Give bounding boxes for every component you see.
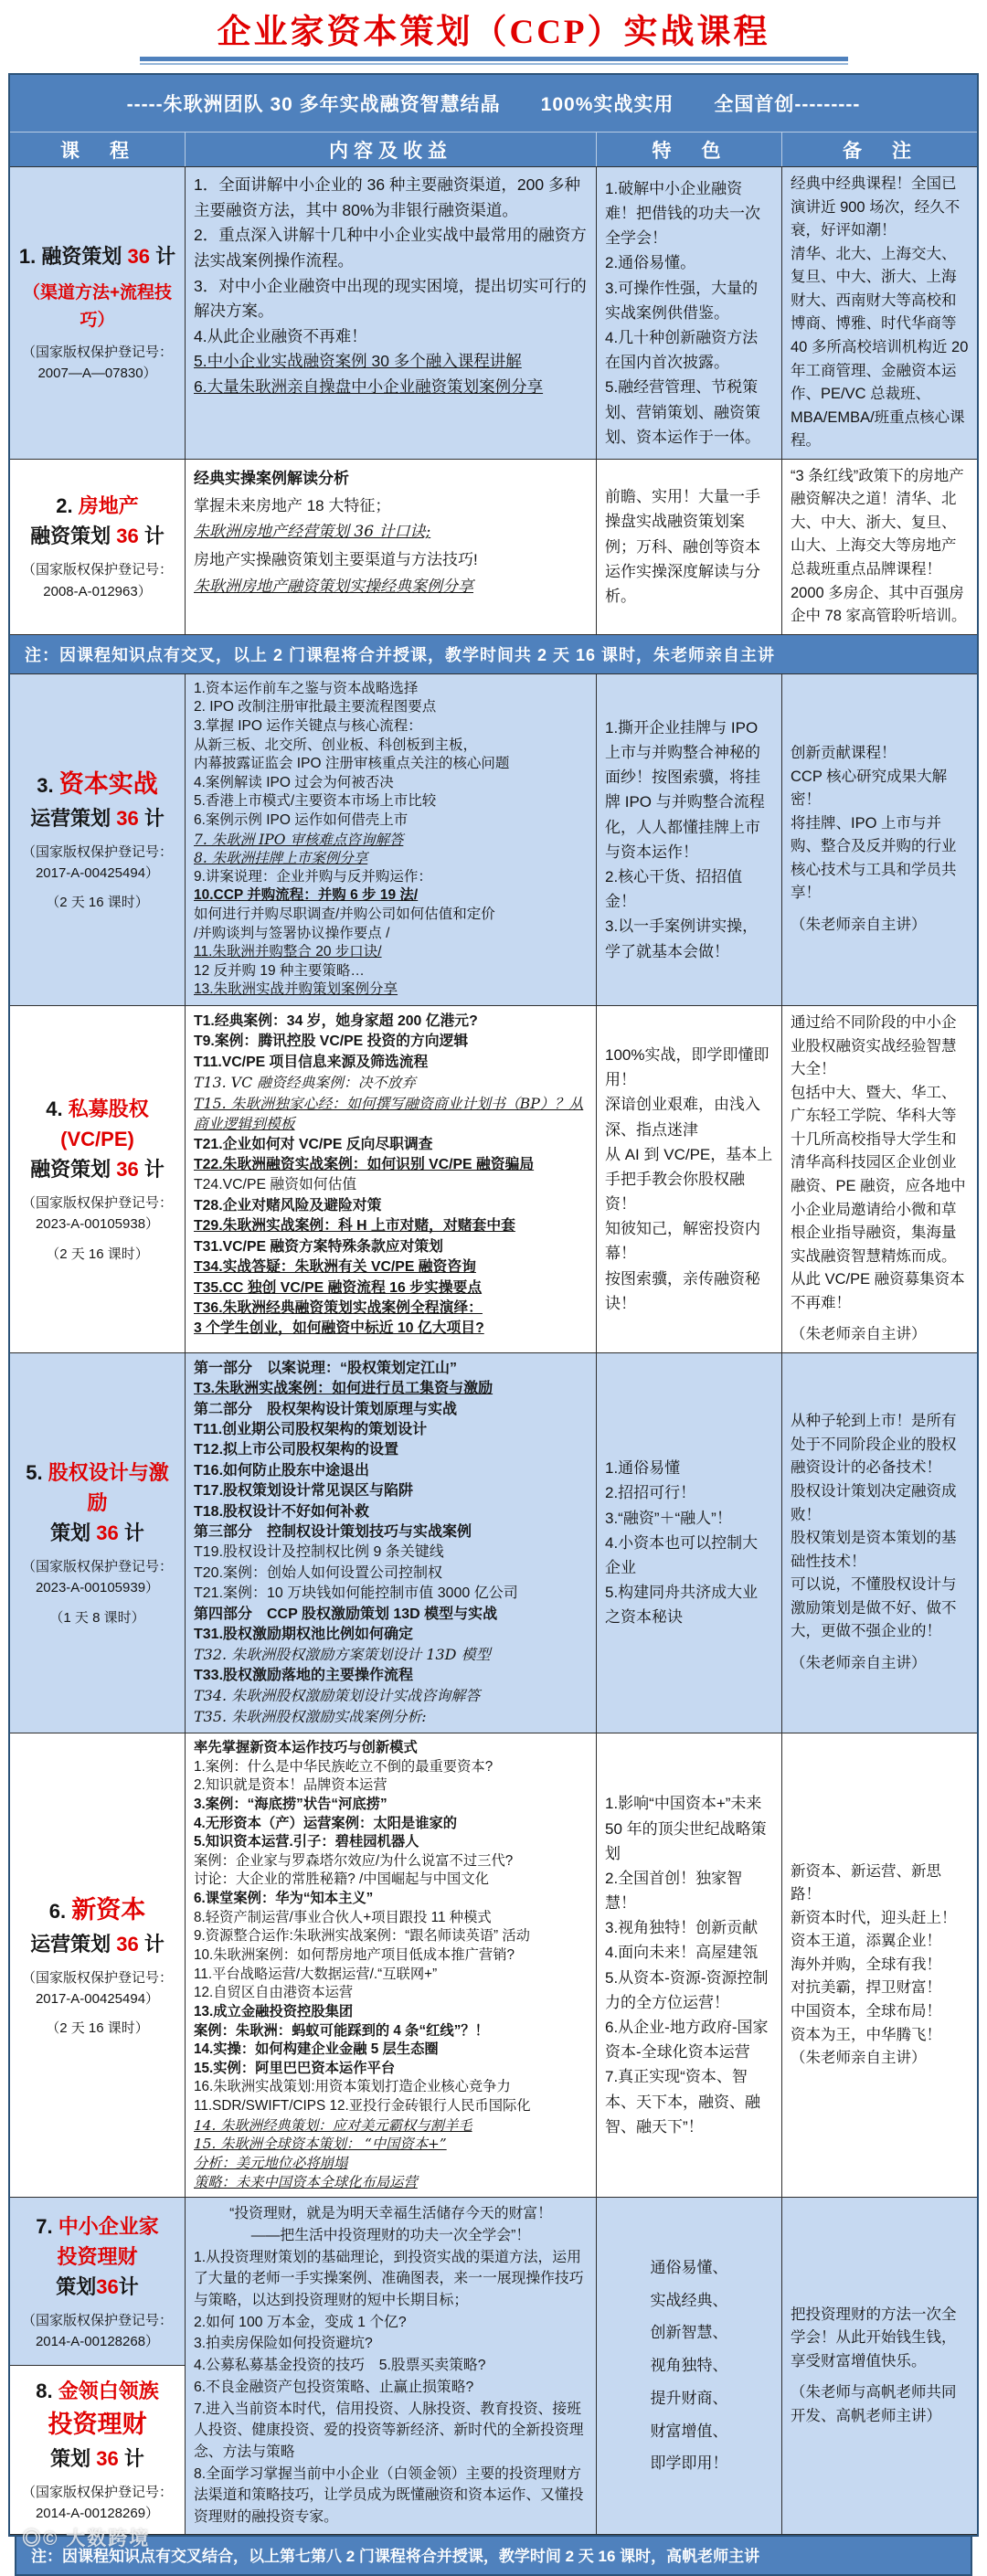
text-line: 4.无形资本（产）运营案例：太阳是谁家的 <box>194 1815 458 1831</box>
feature-cell <box>597 167 782 459</box>
text-line: （2 天 16 课时） <box>46 2020 149 2037</box>
text-line: 2.核心干货、招招值金！ <box>605 868 743 911</box>
column-header-row <box>10 133 977 167</box>
text-line: 11.朱耿洲并购整合 20 步口诀/ <box>194 944 382 960</box>
text-line: 2.全国首创！独家智慧！ <box>605 1869 743 1913</box>
text-line: 11.平台战略运营/大数据运营/.“互联网+” <box>194 1966 438 1982</box>
course-cell <box>10 460 186 634</box>
text-line: 将挂牌、IPO 上市与并购、整合及反并购的行业核心技术与工具和学员共享！ <box>791 814 957 902</box>
text-line: T19.股权设计及控制权比例 9 条关键线 <box>194 1544 444 1561</box>
text-line: CCP 核心研究成果大解密！ <box>791 768 948 809</box>
note-cell <box>782 1353 977 1733</box>
text-line: 5.香港上市模式/主要资本市场上市比较 <box>194 793 437 810</box>
column-header-course: 课 程 <box>10 133 186 166</box>
text-line: 运营策划 36 计 <box>30 806 164 830</box>
text-line: 从新三板、北交所、创业板、科创板到主板， <box>194 737 478 753</box>
text-line: 知彼知己，解密投资内幕！ <box>605 1220 760 1263</box>
text-line: 6. 新资本 <box>48 1896 146 1924</box>
text-line: 融资策划 36 计 <box>30 525 164 548</box>
text-line: 如何进行并购尽职调查/并购公司如何估值和定价 <box>194 906 495 922</box>
text-line: 内幕披露证监会 IPO 注册审核重点关注的核心问题 <box>194 756 510 772</box>
text-line: 可以说，不懂股权设计与激励策划是做不好、做不大，更做不强企业的！ <box>791 1576 957 1640</box>
text-line: T17.股权策划设计常见误区与陷阱 <box>194 1483 414 1500</box>
text-line: 1．全面讲解中小企业的 36 种主要融资渠道，200 多种主要融资方法，其中 80%为非银行融资渠道。 <box>194 175 580 219</box>
text-line: 16.朱耿洲实战策划:用资本策划打造企业核心竞争力 <box>194 2079 511 2095</box>
text-line: 2.通俗易懂。 <box>605 254 696 272</box>
text-line: T11.VC/PE 项目信息来源及筛选流程 <box>194 1054 429 1070</box>
text-line: （朱老师与高帆老师共同开发、高帆老师主讲） <box>791 2384 957 2424</box>
course-cell <box>10 1353 186 1733</box>
text-line: T32. 朱耿洲股权激励方案策划设计 13D 模型 <box>194 1646 491 1664</box>
content-cell <box>186 2198 597 2533</box>
text-line: 2.知识就是资本！品牌资本运营 <box>194 1777 387 1794</box>
text-line: （国家版权保护登记号：2023-A-00105939） <box>21 1559 173 1596</box>
text-line: 1.资本运作前车之鉴与资本战略选择 <box>194 680 419 696</box>
text-line: T31.VC/PE 融资方案特殊条款应对策划 <box>194 1238 443 1255</box>
text-line: 第二部分 股权架构设计策划原理与实战 <box>194 1401 458 1417</box>
text-line: 12 反并购 19 种主要策略… <box>194 962 365 979</box>
text-line: 4.公募私募基金投资的技巧 5.股票买卖策略? <box>194 2358 486 2374</box>
text-line: 策划 36 计 <box>50 2446 144 2470</box>
text-line: 资本为王，中华腾飞！ <box>791 2026 941 2043</box>
text-line: 2. 房地产 <box>56 494 139 518</box>
text-line: 7.真正实现“资本、智本、天下本，融资、融智、融天下”！ <box>605 2068 760 2136</box>
note-cell <box>782 1733 977 2197</box>
text-line: 3. 资本实战 <box>37 770 158 799</box>
text-line: 经典实操案例解读分析 <box>194 469 349 487</box>
text-line: 5.知识资本运营.引子：碧桂园机器人 <box>194 1834 419 1850</box>
text-line: T20.案例：创始人如何设置公司控制权 <box>194 1564 443 1581</box>
text-line: T35. 朱耿洲股权激励实战案例分析: <box>194 1707 427 1725</box>
text-line: T21.企业如何对 VC/PE 反向尽职调查 <box>194 1136 433 1152</box>
text-line: （国家版权保护登记号：2014-A-00128268） <box>21 2312 173 2349</box>
text-line: 4.几十种创新融资方法在国内首次披露。 <box>605 328 759 372</box>
note-cell <box>782 674 977 1005</box>
text-line: 新资本时代，迎头赶上！ <box>791 1909 957 1926</box>
table-row-equity-design-36 <box>10 1353 977 1733</box>
text-line: （朱老师亲自主讲） <box>791 1654 927 1671</box>
text-line: 10.朱耿洲案例：如何帮房地产项目低成本推广营销? <box>194 1947 515 1963</box>
text-line: 4. 私募股权(VC/PE) <box>46 1097 149 1151</box>
note-cell <box>782 460 977 634</box>
text-line: 4.面向未来！高屋建瓴 <box>605 1944 759 1962</box>
text-line: 分析：美元地位必将崩塌 <box>194 2155 348 2172</box>
course-cells-7-8 <box>10 2198 186 2533</box>
text-line: T31.股权激励期权池比例如何确定 <box>194 1627 414 1642</box>
table-row-capital-ops-36 <box>10 674 977 1006</box>
course-cell-whitecollar-investment <box>10 2366 185 2533</box>
text-line: ——把生活中投资理财的功夫一次全学会”！ <box>250 2228 531 2244</box>
text-line: 14.实操：如何构建企业金融 5 层生态圈 <box>194 2041 439 2058</box>
text-line: 3.掌握 IPO 运作关键点与核心流程： <box>194 717 422 734</box>
text-line: （国家版权保护登记号：2014-A-00128269） <box>21 2484 173 2521</box>
note-cell <box>782 167 977 459</box>
watermark: ◎© 大数跨境 <box>22 2528 151 2549</box>
text-line: （国家版权保护登记号：2017-A-00425494） <box>21 1969 173 2007</box>
content-cell <box>186 1006 597 1352</box>
text-line: 1.撕开企业挂牌与 IPO 上市与并购整合神秘的面纱！按图索骥，将挂牌 IPO 与并购整合流程化，人人都懂挂牌上市与资本运作！ <box>605 718 765 861</box>
text-line: 100%实战，即学即懂即用！ <box>605 1045 769 1089</box>
content-cell <box>186 1353 597 1733</box>
text-line: 资本王道，添翼企业！ <box>791 1933 941 1950</box>
content-cell <box>186 460 597 634</box>
text-line: 3.“融资”＋“融人”！ <box>605 1509 732 1527</box>
table-row-vcpe-36 <box>10 1006 977 1353</box>
text-line: 投资理财 <box>57 2244 138 2268</box>
text-line: T3.朱耿洲实战案例：如何进行员工集资与激励 <box>194 1381 494 1397</box>
text-line: 9.讲案说理：企业并购与反并购运作： <box>194 868 432 885</box>
merge-note-row-7-8 <box>15 2528 972 2576</box>
feature-cell <box>597 460 782 634</box>
text-line: 朱耿洲房地产经营策划 36 计口诀; <box>194 523 431 542</box>
text-line: 8. 金领白领族 <box>36 2380 159 2403</box>
text-line: 提升财商、 <box>650 2389 728 2407</box>
text-line: 12.自贸区自由港资本运营 <box>194 1985 354 2001</box>
course-cell <box>10 1733 186 2197</box>
text-line: （国家版权保护登记号：2023-A-00105938） <box>21 1195 173 1233</box>
text-line: T28.企业对赌风险及避险对策 <box>194 1197 382 1214</box>
text-line: （国家版权保护登记号：2008-A-012963） <box>21 562 173 599</box>
text-line: 对抗美霸，捍卫财富！ <box>791 1979 941 1997</box>
content-cell <box>186 674 597 1005</box>
text-line: 新资本、新运营、新思路！ <box>791 1862 941 1903</box>
text-line: T9.案例：腾讯控股 VC/PE 投资的方向逻辑 <box>194 1034 469 1050</box>
text-line: 5. 股权设计与激励 <box>26 1461 169 1515</box>
text-line: 融资策划 36 计 <box>30 1158 164 1182</box>
text-line: 4.案例解读 IPO 过会为何被否决 <box>194 774 394 790</box>
text-line: 前瞻、实用！大量一手操盘实战融资策划案例；万科、融创等资本运作实操深度解读与分析。 <box>605 488 760 605</box>
text-line: T34. 朱耿洲股权激励策划设计实战咨询解答 <box>194 1687 481 1705</box>
text-line: 朱耿洲房地产融资策划实操经典案例分享 <box>194 577 473 596</box>
table-banner: -----朱耿洲团队 30 多年实战融资智慧结晶 100%实战实用 全国首创--------- <box>10 75 977 133</box>
text-line: 8. 朱耿洲挂牌上市案例分享 <box>194 850 368 867</box>
text-line: T16.如何防止股东中途退出 <box>194 1462 370 1479</box>
text-line: T18.股权设计不好如何补救 <box>194 1503 370 1520</box>
text-line: 把投资理财的方法一次全学会！从此开始钱生钱，享受财富增值快乐。 <box>791 2306 957 2369</box>
text-line: 1.通俗易懂 <box>605 1459 681 1478</box>
text-line: 创新贡献课程！ <box>791 745 897 762</box>
text-line: 财富增值、 <box>650 2422 728 2440</box>
text-line: T15. 朱耿洲独家心经：如何撰写融资商业计划书（BP）？从商业逻辑到模板 <box>194 1094 584 1133</box>
text-line: 3．对中小企业融资中出现的现实困境，提出切实可行的解决方案。 <box>194 276 587 321</box>
text-line: 6.课堂案例：华为“知本主义” <box>194 1891 374 1907</box>
text-line: T33.股权激励落地的主要操作流程 <box>194 1667 414 1683</box>
text-line: （1 天 8 课时） <box>49 1609 145 1626</box>
text-line: 1.破解中小企业融资难！把借钱的功夫一次全学会！ <box>605 179 760 248</box>
text-line: T22.朱耿洲融资实战案例：如何识别 VC/PE 融资骗局 <box>194 1157 535 1172</box>
table-row-investment-7-8 <box>10 2198 977 2534</box>
text-line: 1. 融资策划 36 计 <box>18 245 176 269</box>
text-line: /并购谈判与签署协议操作要点 / <box>194 925 390 941</box>
note-cell <box>782 2198 977 2533</box>
feature-cell <box>597 1733 782 2197</box>
text-line: 策略：未来中国资本全球化布局运营 <box>194 2173 418 2190</box>
text-line: 3.以一手案例讲实操，学了就基本会做！ <box>605 917 759 960</box>
text-line: 2.招招可行！ <box>605 1484 696 1502</box>
text-line: 6.案例示例 IPO 运作如何借壳上市 <box>194 811 409 828</box>
text-line: 策划36计 <box>56 2274 139 2298</box>
text-line: （国家版权保护登记号：2007—A—07830） <box>21 345 173 382</box>
text-line: T11.创业期公司股权架构的策划设计 <box>194 1422 428 1438</box>
text-line: 3.可操作性强，大量的实战案例供借鉴。 <box>605 279 759 322</box>
text-line: “3 条红线”政策下的房地产融资解决之道！清华、北大、中大、浙大、复旦、山大、上海交大等房地产总裁班重点品牌课程！2000 多房企、其中百强房企中 78 家高管聆听培训。 <box>791 467 967 625</box>
text-line: 通俗易懂、 <box>650 2259 728 2277</box>
text-line: 5.从资本-资源-资源控制力的全方位运营！ <box>605 1968 769 2011</box>
title-underline <box>140 57 848 65</box>
text-line: 股权设计策划决定融资成败！ <box>791 1483 957 1523</box>
text-line: （2 天 16 课时） <box>46 895 149 911</box>
text-line: 2.如何 100 万本金，变成 1 个亿? <box>194 2314 407 2330</box>
text-line: 第三部分 控制权设计策划技巧与实战案例 <box>194 1524 472 1541</box>
course-flyer-page <box>0 4 987 2565</box>
text-line: 5.构建同舟共济成大业之资本秘诀 <box>605 1584 759 1627</box>
text-line: （朱老师亲自主讲） <box>791 2050 927 2067</box>
feature-cell <box>597 2198 782 2533</box>
text-line: 第一部分 以案说理：“股权策划定江山” <box>194 1360 458 1376</box>
text-line: T24.VC/PE 融资如何估值 <box>194 1177 357 1193</box>
text-line: 3.拍卖房保险如何投资避坑? <box>194 2336 373 2352</box>
text-line: T21.案例：10 万块钱如何能控制市值 3000 亿公司 <box>194 1585 518 1602</box>
text-line: 8.全面学习掌握当前中小企业（白领金领）主要的投资理财方法渠道和策略技巧，让学员成为既懂融资和资本运作、又懂投资理财的融投资专家。 <box>194 2465 584 2525</box>
course-cell <box>10 1006 186 1352</box>
text-line: 视角独特、 <box>650 2357 728 2375</box>
page-title: 企业家资本策划（CCP）实战课程 <box>217 14 770 51</box>
text-line: T36.朱耿洲经典融资策划实战案例全程演绎： <box>194 1299 483 1316</box>
text-line: 率先掌握新资本运作技巧与创新模式 <box>194 1739 418 1755</box>
text-line: 13.朱耿洲实战并购策划案例分享 <box>194 981 398 998</box>
text-line: 房地产实操融资策划主要渠道与方法技巧! <box>194 551 478 568</box>
text-line: 投资理财 <box>48 2411 147 2439</box>
text-line: T13. VC 融资经典案例：决不放弃 <box>194 1074 416 1092</box>
text-line: 2. IPO 改制注册审批最主要流程图要点 <box>194 699 437 716</box>
text-line: 讨论：大企业的常胜秘籍? /中国崛起与中国文化 <box>194 1871 489 1888</box>
text-line: 从此 VC/PE 融资募集资本不再难！ <box>791 1271 965 1311</box>
feature-cell <box>597 1006 782 1352</box>
text-line: 掌握未来房地产 18 大特征； <box>194 496 391 514</box>
text-line: 3.案例：“海底捞”状告“河底捞” <box>194 1796 387 1812</box>
course-cell-sme-investment <box>10 2198 185 2366</box>
text-line: T1.经典案例：34 岁，她身家超 200 亿港元? <box>194 1013 478 1030</box>
text-line: T34.实战答疑：朱耿洲有关 VC/PE 融资咨询 <box>194 1259 476 1276</box>
text-line: 包括中大、暨大、华工、广东轻工学院、华科大等十几所高校指导大学生和清华高科技园区企业创业融资、PE 融资，应各地中小企业局邀请给小微和草根企业指导融资，集海量实战融资智慧精炼而成。 <box>791 1084 966 1265</box>
text-line: 11.SDR/SWIFT/CIPS 12.亚投行金砖银行人民币国际化 <box>194 2098 531 2115</box>
text-line: 1.案例：什么是中华民族屹立不倒的最重要资本? <box>194 1758 494 1775</box>
column-header-content: 内容及收益 <box>186 133 597 166</box>
text-line: 深谙创业艰难，由浅入深、指点迷津 <box>605 1096 760 1139</box>
text-line: 创新智慧、 <box>650 2324 728 2342</box>
text-line: 海外并购，全球有我！ <box>791 1956 941 1973</box>
text-line: 10.CCP 并购流程：并购 6 步 19 法/ <box>194 887 419 904</box>
course-cell <box>10 167 186 459</box>
text-line: 4.小资本也可以控制大企业 <box>605 1533 759 1577</box>
text-line: 7. 朱耿洲 IPO 审核难点咨询解答 <box>194 831 404 848</box>
content-cell <box>186 1733 597 2197</box>
text-line: 9.资源整合运作:朱耿洲实战案例：“跟名师读英语” 活动 <box>194 1928 530 1945</box>
text-line: 6.大量朱耿洲亲自操盘中小企业融资策划案例分享 <box>194 377 544 397</box>
text-line: 15.实例：阿里巴巴资本运作平台 <box>194 2060 396 2076</box>
text-line: 按图索骥，亲传融资秘诀！ <box>605 1269 760 1312</box>
text-line: 1.影响“中国资本+”未来 50 年的顶尖世纪战略策划 <box>605 1795 767 1862</box>
note-cell <box>782 1006 977 1352</box>
text-line: 股权策划是资本策划的基础性技术！ <box>791 1530 957 1570</box>
column-header-feature: 特 色 <box>597 133 782 166</box>
text-line: 6.不良金融资产包投资策略、止赢止损策略? <box>194 2379 474 2395</box>
text-line: 1.从投资理财策划的基础理论，到投资实战的渠道方法，运用了大量的老师一手实操案例、准确图表，来一一展现操作技巧与策略，以达到投资理财的短中长期目标； <box>194 2249 584 2309</box>
text-line: （国家版权保护登记号：2017-A-00425494） <box>21 843 173 881</box>
content-cell <box>186 167 597 459</box>
table-row-realestate-36 <box>10 460 977 635</box>
merge-note-row-1-2: 注：因课程知识点有交叉，以上 2 门课程将合并授课，教学时间共 2 天 16 课时，朱老师亲自主讲 <box>10 635 977 674</box>
text-line: 5.中小企业实战融资案例 30 多个融入课程讲解 <box>194 352 522 371</box>
course-cell <box>10 674 186 1005</box>
text-line: 8.轻资产制运营/事业合伙人+项目跟投 11 种模式 <box>194 1909 492 1925</box>
text-line: “投资理财，就是为明天幸福生活储存今天的财富！ <box>229 2206 552 2222</box>
text-line: T35.CC 独创 VC/PE 融资流程 16 步实操要点 <box>194 1279 483 1296</box>
text-line: 案例：企业家与罗森塔尔效应/为什么说富不过三代? <box>194 1852 514 1869</box>
text-line: 实战经典、 <box>650 2291 728 2309</box>
course-table <box>8 73 979 2537</box>
text-line: 15. 朱耿洲全球资本策划： “中国资本+” <box>194 2136 447 2153</box>
text-line: 清华、北大、上海交大、复旦、中大、浙大、上海财大、西南财大等高校和博商、博雅、时代华商等 40 多所高校培训机构近 20 年工商管理、金融资本运作、PE/VC 总裁班、MBA/EMBA/班重点核心课程。 <box>791 245 969 450</box>
text-line: 3.视角独特！创新贡献 <box>605 1919 759 1937</box>
text-line: T29.朱耿洲实战案例：科 H 上市对赌，对赌套中套 <box>194 1218 515 1235</box>
text-line: 经典中经典课程！全国已演讲近 900 场次，经久不衰，好评如潮！ <box>791 175 960 239</box>
text-line: 13.成立金融投资控股集团 <box>194 2003 354 2019</box>
text-line: 7.进入当前资本时代，信用投资、人脉投资、教育投资、接班人投资、健康投资、爱的投资等新经济、新时代的全新投资理念、方法与策略 <box>194 2401 584 2460</box>
text-line: （朱老师亲自主讲） <box>791 917 927 934</box>
text-line: 通过给不同阶段的中小企业股权融资实战经验智慧大全！ <box>791 1014 957 1078</box>
text-line: T12.拟上市公司股权架构的设置 <box>194 1442 399 1458</box>
text-line: 中国资本，全球布局！ <box>791 2002 941 2019</box>
feature-cell <box>597 1353 782 1733</box>
table-row-financing-36 <box>10 167 977 460</box>
table-row-new-capital-36 <box>10 1733 977 2198</box>
text-line: 从种子轮到上市！是所有处于不同阶段企业的股权融资设计的必备技术！ <box>791 1413 957 1477</box>
text-line: （朱老师亲自主讲） <box>791 1326 927 1343</box>
text-line: 6.从企业-地方政府-国家资本-全球化资本运营 <box>605 2019 769 2062</box>
text-line: 5.融经营管理、节税策划、营销策划、融资策划、资本运作于一体。 <box>605 378 760 446</box>
text-line: 第四部分 CCP 股权激励策划 13D 模型与实战 <box>194 1606 498 1622</box>
text-line: （渠道方法+流程技巧） <box>22 283 173 330</box>
text-line: 策划 36 计 <box>50 1521 144 1545</box>
text-line: 4.从此企业融资不再难！ <box>194 326 367 345</box>
text-line: 14. 朱耿洲经典策划：应对美元霸权与割羊毛 <box>194 2116 472 2134</box>
text-line: 7. 中小企业家 <box>36 2214 159 2238</box>
text-line: 2．重点深入讲解十几种中小企业实战中最常用的融资方法实战案例操作流程。 <box>194 226 587 270</box>
bottom-note-text: 注：因课程知识点有交叉结合，以上第七第八 2 门课程将合并授课，教学时间 2 天 16 课时，高帆老师主讲 <box>31 2547 760 2565</box>
text-line: 即学即用！ <box>650 2454 728 2473</box>
text-line: （2 天 16 课时） <box>46 1246 149 1262</box>
column-header-note: 备 注 <box>843 140 917 162</box>
text-line: 案例：朱耿洲：蚂蚁可能踩到的 4 条“红线”？！ <box>194 2022 489 2039</box>
text-line: 3 个学生创业，如何融资中标近 10 亿大项目? <box>194 1320 484 1337</box>
text-line: 从 AI 到 VC/PE，基本上手把手教会你股权融资！ <box>605 1145 773 1214</box>
feature-cell <box>597 674 782 1005</box>
text-line: 运营策划 36 计 <box>30 1932 164 1956</box>
